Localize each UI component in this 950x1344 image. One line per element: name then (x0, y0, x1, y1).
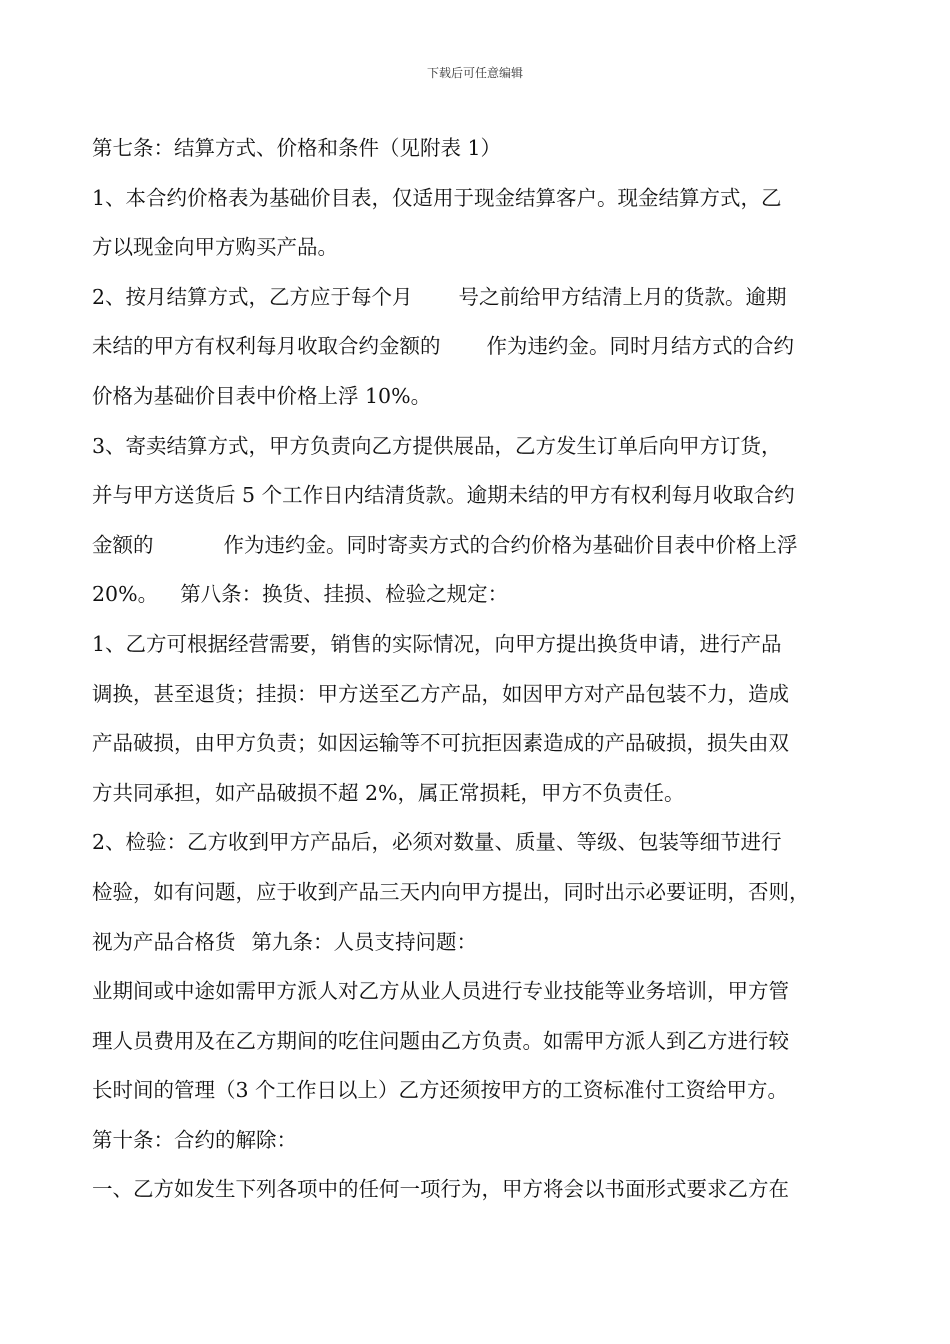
paragraph-line: 1、本合约价格表为基础价目表，仅适用于现金结算客户。现金结算方式，乙 (92, 185, 782, 210)
text-segment: 作为违约金。同时月结方式的合约 (486, 334, 794, 359)
paragraph-line: 3、寄卖结算方式，甲方负责向乙方提供展品，乙方发生订单后向甲方订货， (92, 433, 782, 458)
paragraph-line: 方以现金向甲方购买产品。 (92, 235, 338, 260)
text-segment: 作为违约金。同时寄卖方式的合约价格为基础价目表中价格上浮 (223, 532, 798, 557)
page-header: 下载后可任意编辑 (426, 66, 523, 80)
text-segment: 未结的甲方有权利每月收取合约金额的 (92, 334, 441, 359)
text-segment: 号之前给甲方结清上月的货款。逾期 (458, 284, 787, 309)
document-body (92, 128, 864, 1219)
paragraph-line: 长时间的管理（3 个工作日以上）乙方还须按甲方的工资标准付工资给甲方。 (92, 1078, 789, 1103)
paragraph-line: 2、检验：乙方收到甲方产品后，必须对数量、质量、等级、包装等细节进行 (92, 830, 782, 855)
paragraph-line: 方共同承担，如产品破损不超 2%，属正常损耗，甲方不负责任。 (92, 780, 685, 805)
paragraph-line (92, 922, 864, 972)
article-9-title: 第九条：人员支持问题： (251, 929, 477, 954)
text-segment: 金额的 (92, 532, 154, 557)
paragraph-line: 理人员费用及在乙方期间的吃住问题由乙方负责。如需甲方派人到乙方进行较 (92, 1028, 789, 1053)
paragraph-line: 一、乙方如发生下列各项中的任何一项行为，甲方将会以书面形式要求乙方在 (92, 1177, 789, 1202)
paragraph-line: 1、乙方可根据经营需要，销售的实际情况，向甲方提出换货申请，进行产品 (92, 631, 782, 656)
text-segment: 视为产品合格货 (92, 929, 236, 954)
paragraph-line (92, 574, 864, 624)
paragraph-line: 业期间或中途如需甲方派人对乙方从业人员进行专业技能等业务培训，甲方管 (92, 979, 789, 1004)
paragraph-line: 价格为基础价目表中价格上浮 10%。 (92, 383, 432, 408)
article-10-title: 第十条：合约的解除： (92, 1127, 297, 1152)
paragraph-line: 检验，如有问题，应于收到产品三天内向甲方提出，同时出示必要证明，否则， (92, 879, 810, 904)
article-8-title: 第八条：换货、挂损、检验之规定： (180, 582, 509, 607)
article-7-title: 第七条：结算方式、价格和条件（见附表 1） (92, 136, 502, 160)
paragraph-line: 调换，甚至退货；挂损：甲方送至乙方产品，如因甲方对产品包装不力，造成 (92, 681, 789, 706)
paragraph-line: 并与甲方送货后 5 个工作日内结清货款。逾期未结的甲方有权利每月收取合约 (92, 483, 795, 508)
paragraph-line (92, 525, 864, 575)
text-segment: 20%。 (92, 582, 159, 607)
text-segment: 2、按月结算方式，乙方应于每个月 (92, 284, 413, 309)
paragraph-line (92, 326, 864, 376)
paragraph-line (92, 277, 864, 327)
paragraph-line: 产品破损，由甲方负责；如因运输等不可抗拒因素造成的产品破损，损失由双 (92, 731, 789, 756)
